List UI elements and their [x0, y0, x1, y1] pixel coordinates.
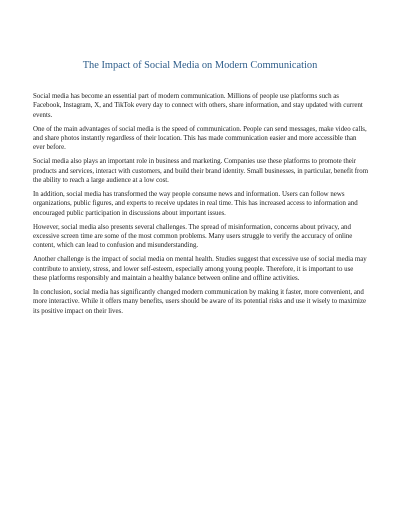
paragraph-challenges: However, social media also presents several challenges. The spread of misinformation, concerns about privacy, and excessive screen time are some of the most common problems. Many users struggle to verify the accuracy of online content, which can lead to confusion and misunderstanding.	[33, 223, 353, 250]
document-body	[33, 92, 369, 321]
paragraph-conclusion: In conclusion, social media has significantly changed modern communication by making it faster, more convenient, and more interactive. While it offers many benefits, users should be aware of its potential risks and use it wisely to maximize its positive impact on their lives.	[33, 289, 367, 315]
paragraph-news: In addition, social media has transformed the way people consume news and information. Users can follow news organizations, public figures, and experts to receive updates in real time. This has increased access to information and encouraged public participation in discussions about important issues.	[33, 191, 358, 217]
paragraph-business: Social media also plays an important role in business and marketing. Companies use these platforms to promote their products and services, interact with customers, and build their brand identity. Small businesses, in particular, benefit from the ability to reach a large audience at a low cost.	[33, 158, 369, 184]
document-title: The Impact of Social Media on Modern Communication	[82, 60, 318, 71]
paragraph-speed: One of the main advantages of social media is the speed of communication. People can send messages, make video calls, and share photos instantly regardless of their location. This has made communication easier and more accessible than ever before.	[33, 125, 367, 152]
paragraph-mental-health: Another challenge is the impact of social media on mental health. Studies suggest that excessive use of social media may contribute to anxiety, stress, and lower self-esteem, especially among young people. Therefore, it is important to use these platforms responsibly and maintain a healthy balance between online and offline activities.	[33, 256, 367, 283]
paragraph-intro: Social media has become an essential part of modern communication. Millions of people use platforms such as Facebook, Instagram, X, and TikTok every day to connect with others, share information, and stay updated with current events.	[33, 93, 363, 119]
